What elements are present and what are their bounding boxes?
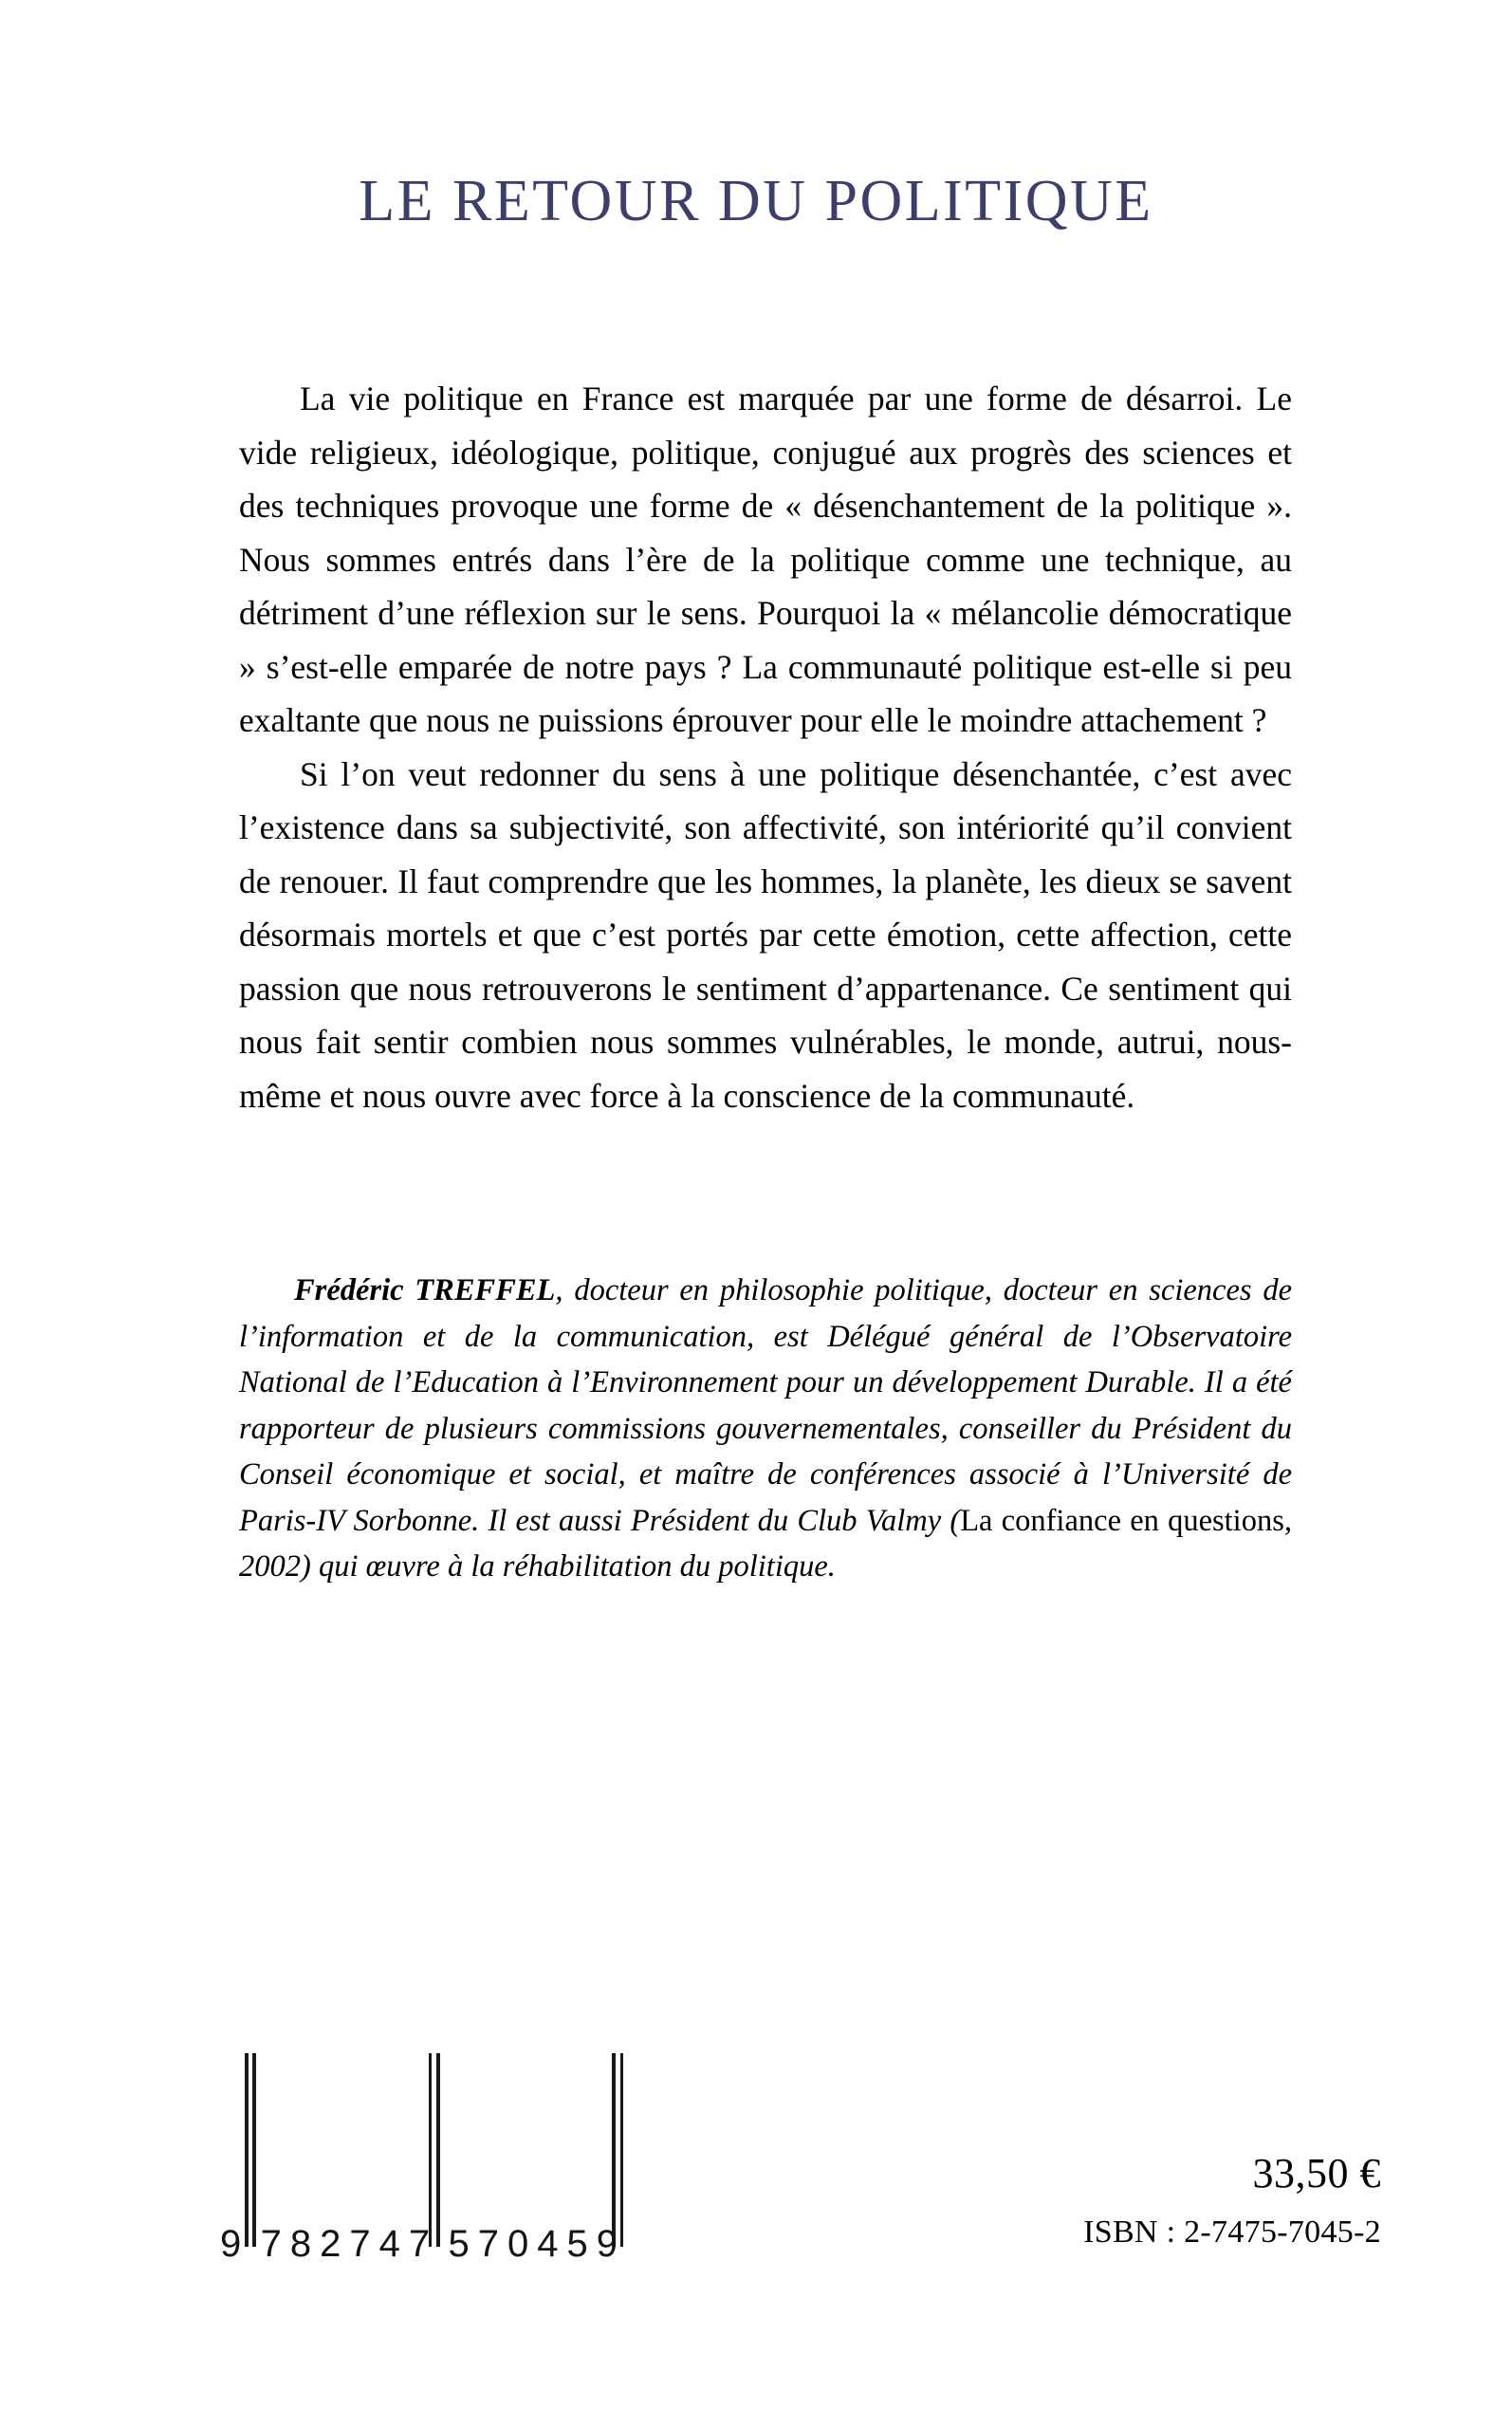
price-label: 33,50 € <box>1252 2150 1381 2196</box>
barcode-bar <box>620 2053 624 2247</box>
barcode-digit-group: 570459 <box>448 2223 626 2265</box>
author-bio-paragraph <box>239 1268 1292 1590</box>
barcode-digits <box>220 2223 626 2272</box>
author-name: Frédéric TREFFEL <box>294 1273 556 1307</box>
barcode-bar <box>612 2053 616 2247</box>
barcode-bar <box>252 2053 256 2247</box>
barcode-image <box>245 2053 624 2229</box>
barcode-bar <box>436 2053 440 2247</box>
blurb-paragraph-1: La vie politique en France est marquée par une forme de désarroi. Le vide religieux, idéologique, politique, conjugué aux progrès des sciences et des techniques provoque une forme de « désenchantement de la politique ». Nous sommes entrés dans l’ère de la politique comme une technique, au détriment d’une réflexion sur le sens. Pourquoi la « mélancolie démocratique » s’est-elle emparée de notre pays ? La communauté politique est-elle si peu exaltante que nous ne puissions éprouver pour elle le moindre attachement ? <box>239 380 1292 739</box>
barcode-digit-group: 782747 <box>260 2223 439 2265</box>
isbn-label: ISBN : 2-7475-7045-2 <box>1083 2214 1381 2250</box>
barcode-bar <box>245 2053 249 2247</box>
cited-work-title: La confiance en questions <box>960 1503 1284 1538</box>
blurb-paragraph-2: Si l’on veut redonner du sens à une politique désenchantée, c’est avec l’existence dans sa subjectivité, son affectivité, son intériorité qu’il convient de renouer. Il faut comprendre que les hommes, la planète, les dieux se savent désormais mortels et que c’est portés par cette émotion, cette affection, cette passion que nous retrouverons le sentiment d’appartenance. Ce sentiment qui nous fait sentir combien nous sommes vulnérables, le monde, autrui, nous-même et nous ouvre avec force à la conscience de la communauté. <box>239 754 1292 1115</box>
barcode-digit-group: 9 <box>220 2223 242 2265</box>
author-bio-text-before-work: , docteur en philosophie politique, docteur en sciences de l’information et de la communication, est Délégué général de l’Observatoire National de l’Education à l’Environnement pour un développement Durable. Il a été rapporteur de plusieurs commissions gouvernementales, conseiller du Président du Conseil économique et social, et maître de conférences associé à l’Université de Paris-IV Sorbonne. Il est aussi Président du Club Valmy ( <box>239 1273 1292 1538</box>
author-bio-text-after-work: , 2002) qui œuvre à la réhabilitation du politique. <box>239 1503 1292 1584</box>
blurb-section <box>239 372 1292 1122</box>
author-bio-section <box>239 1268 1292 1590</box>
price-isbn-block <box>1083 2144 1381 2256</box>
page-title: LE RETOUR DU POLITIQUE <box>359 168 1153 233</box>
barcode-bar <box>429 2053 433 2247</box>
barcode-block <box>220 2053 643 2272</box>
